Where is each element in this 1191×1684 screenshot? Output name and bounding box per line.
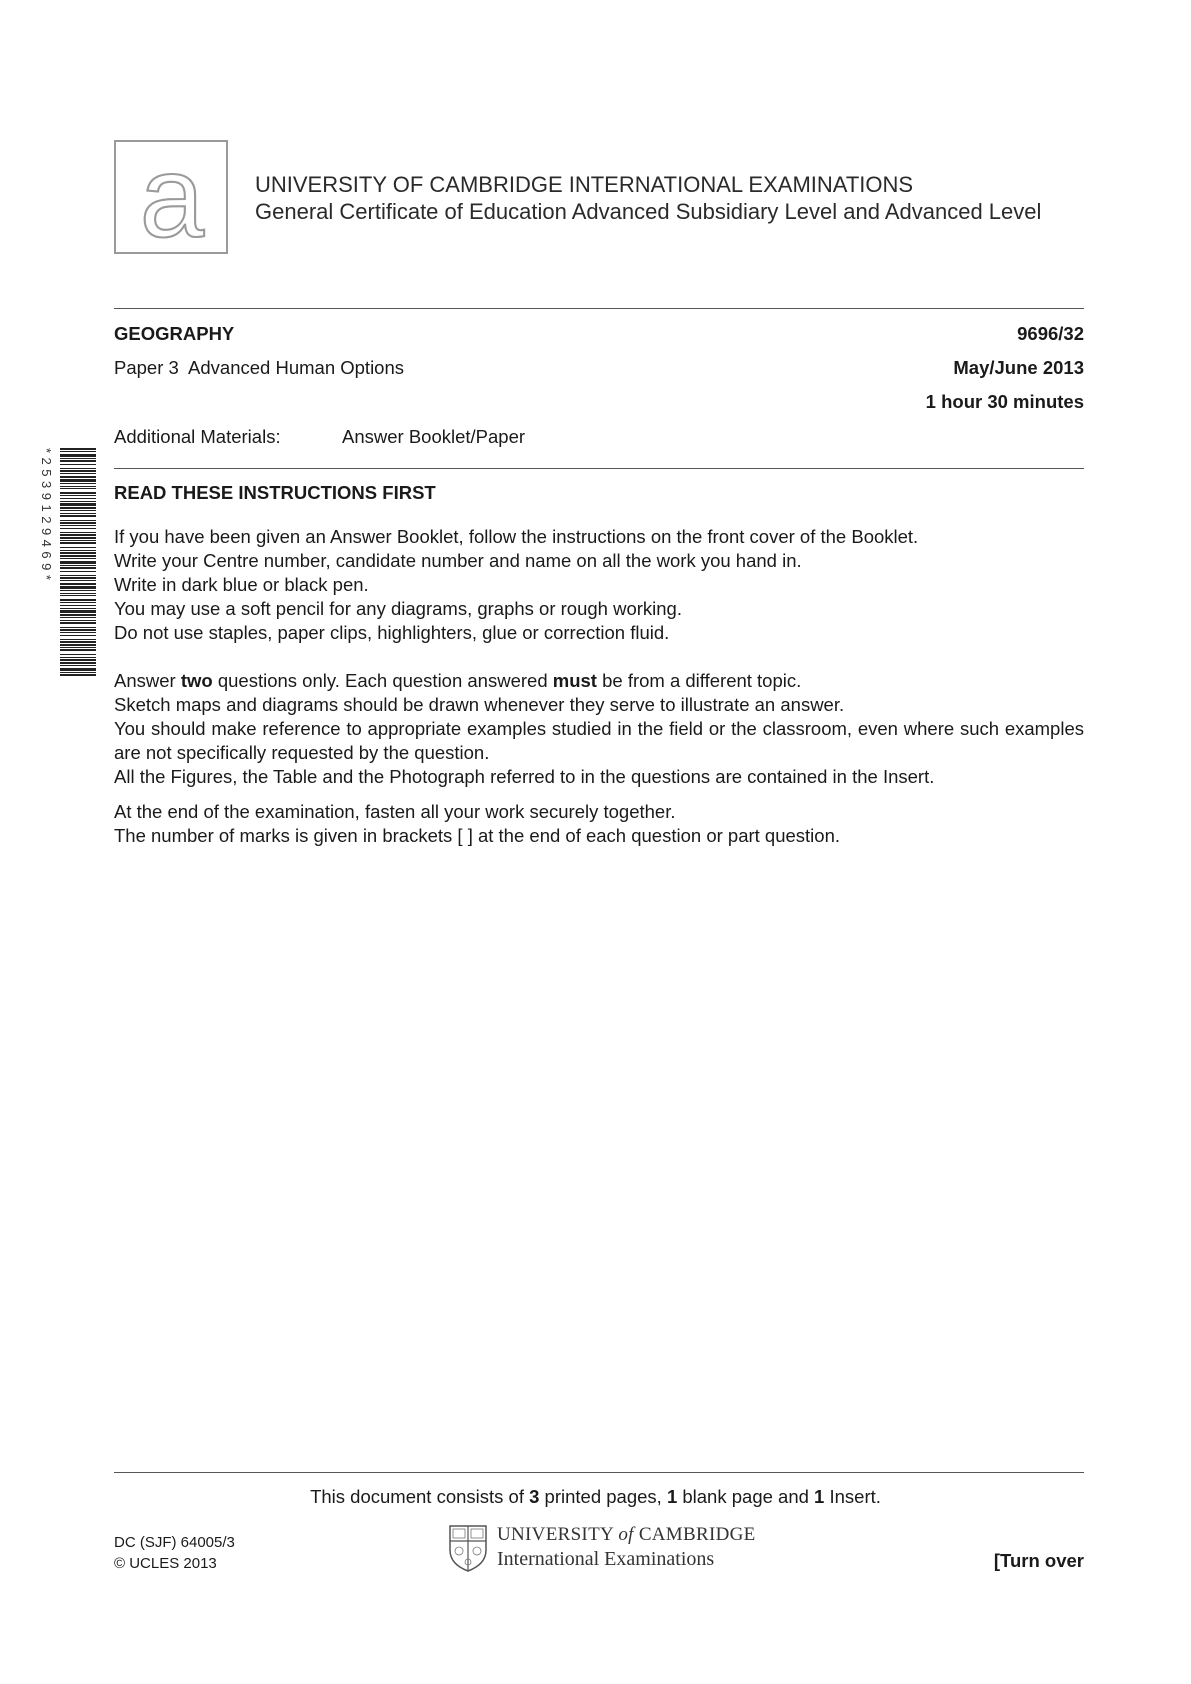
brand-line-2: International Examinations [497, 1548, 715, 1570]
document-page-count [0, 1486, 1191, 1508]
barcode-bar [60, 473, 96, 474]
barcode-graphic [40, 448, 98, 678]
barcode-bar [60, 488, 96, 489]
barcode-bar [60, 486, 96, 487]
barcode-bar [60, 522, 96, 524]
instruction-line: The number of marks is given in brackets [ ] at the end of each question or part question. [114, 825, 841, 846]
barcode-bar [60, 515, 96, 517]
insert-count: 1 [814, 1486, 825, 1507]
instructions-heading: READ THESE INSTRUCTIONS FIRST [114, 482, 436, 503]
barcode-bar [60, 668, 96, 671]
barcode-bar [60, 608, 96, 609]
barcode-bar [60, 451, 96, 452]
copyright: © UCLES 2013 [114, 1555, 217, 1572]
barcode-bar [60, 627, 96, 628]
instruction-line [114, 669, 1084, 693]
barcode-bar [60, 448, 96, 450]
barcode-bar [60, 468, 96, 469]
barcode-bar [60, 599, 96, 601]
barcode-bar [60, 460, 96, 462]
text-span: Answer [114, 670, 181, 691]
barcode-bar [60, 561, 96, 564]
barcode-bar [60, 672, 96, 673]
barcode-bar [60, 520, 96, 521]
barcode-bar [60, 479, 96, 482]
barcode-bar [60, 532, 96, 533]
emphasis-must: must [552, 670, 597, 691]
barcode-bar [60, 620, 96, 621]
barcode-bar [60, 662, 96, 664]
instruction-line: Write in dark blue or black pen. [114, 574, 369, 595]
barcode-bar [60, 665, 96, 666]
text-span: CAMBRIDGE [638, 1524, 756, 1545]
barcode-bar [60, 454, 96, 457]
paper-code: 9696/32 [1017, 323, 1084, 344]
barcode-bar [60, 583, 96, 585]
barcode-bar [60, 657, 96, 658]
barcode-bar [60, 632, 96, 633]
barcode-bar [60, 659, 96, 661]
barcode-bar [60, 647, 96, 648]
text-span: This document consists of [310, 1486, 530, 1507]
barcode-bar [60, 495, 96, 496]
barcode-bar [60, 577, 96, 579]
barcode-bar [60, 622, 96, 624]
barcode-bar [60, 602, 96, 603]
barcode-bar [60, 476, 96, 478]
text-span: blank page and [677, 1486, 815, 1507]
text-span: questions only. Each question answered [212, 670, 553, 691]
barcode-bar [60, 470, 96, 472]
divider-top [114, 308, 1084, 309]
emphasis-two: two [180, 670, 213, 691]
barcode-bar [60, 558, 96, 559]
barcode-bar [60, 464, 96, 465]
barcode-bar [60, 537, 96, 539]
barcode-bar [60, 552, 96, 554]
barcode-bar [60, 580, 96, 581]
barcode-bar [60, 542, 96, 544]
brand-line-1 [497, 1524, 756, 1546]
barcode-bar [60, 635, 96, 636]
printed-pages-count: 3 [529, 1486, 540, 1507]
barcode-bar [60, 492, 96, 494]
materials-value: Answer Booklet/Paper [342, 426, 526, 447]
barcode-bar [60, 649, 96, 651]
logo-letter-a-icon [116, 142, 226, 252]
barcode-bar [60, 595, 96, 596]
instruction-line: If you have been given an Answer Booklet, follow the instructions on the front cover of the Booklet. [114, 526, 919, 547]
instruction-line: You should make reference to appropriate examples studied in the field or the classroom, even where such examples are not specifically requested by the question. [114, 718, 1084, 763]
barcode-bar [60, 547, 96, 548]
text-span: printed pages, [539, 1486, 667, 1507]
text-span: of [618, 1524, 634, 1545]
barcode-bar [60, 534, 96, 536]
barcode-bar [60, 503, 96, 506]
barcode-bar [60, 605, 96, 606]
barcode-bar [60, 575, 96, 576]
barcode-bar [60, 590, 96, 591]
barcode-bar [60, 555, 96, 557]
barcode-bar [60, 540, 96, 541]
instruction-line: At the end of the examination, fasten all your work securely together. [114, 801, 676, 822]
text-span: Insert. [824, 1486, 881, 1507]
instruction-line: Write your Centre number, candidate number and name on all the work you hand in. [114, 550, 802, 571]
barcode-bar [60, 639, 96, 640]
instruction-line: Do not use staples, paper clips, highlighters, glue or correction fluid. [114, 622, 670, 643]
barcode-bar [60, 483, 96, 484]
barcode-bar [60, 617, 96, 618]
barcode-bar [60, 654, 96, 655]
barcode-bar [60, 674, 96, 676]
instruction-line: All the Figures, the Table and the Photograph referred to in the questions are contained in the Insert. [114, 766, 935, 787]
exam-duration: 1 hour 30 minutes [925, 391, 1084, 412]
barcode-bar [60, 586, 96, 589]
qualification-name: General Certificate of Education Advanced Subsidiary Level and Advanced Level [255, 199, 1042, 224]
text-span: UNIVERSITY [497, 1524, 614, 1545]
footer-reference [114, 1532, 235, 1574]
paper-name: Paper 3 Advanced Human Options [114, 357, 405, 378]
cambridge-crest-icon [448, 1524, 488, 1572]
barcode-bar [60, 501, 96, 502]
organisation-name: UNIVERSITY OF CAMBRIDGE INTERNATIONAL EXAMINATIONS [255, 172, 914, 197]
barcode-bar [60, 498, 96, 499]
barcode-bar [60, 644, 96, 646]
barcode-bar [60, 614, 96, 616]
barcode-bar [60, 525, 96, 526]
subject-title: GEOGRAPHY [114, 323, 235, 344]
barcode-bar [60, 567, 96, 569]
cie-logo [114, 140, 228, 254]
barcode-bar [60, 593, 96, 594]
materials-label: Additional Materials: [114, 426, 281, 447]
instructions-group-2 [114, 669, 1084, 789]
text-span: be from a different topic. [596, 670, 802, 691]
barcode-bar [60, 507, 96, 509]
barcode-bar [60, 641, 96, 643]
instructions-group-1 [114, 525, 1084, 645]
barcode-bar [60, 510, 96, 511]
exam-session: May/June 2013 [953, 357, 1084, 378]
instruction-line: Sketch maps and diagrams should be drawn whenever they serve to illustrate an answer. [114, 694, 845, 715]
barcode-number: *2539129469* [40, 448, 54, 585]
barcode-bar [60, 565, 96, 566]
barcode-bars [60, 448, 96, 676]
barcode [40, 448, 98, 678]
barcode-bar [60, 629, 96, 631]
barcode-bar [60, 513, 96, 514]
turn-over-label: [Turn over [993, 1550, 1084, 1571]
barcode-bar [60, 550, 96, 551]
logo-letter: a [139, 142, 205, 252]
instruction-line: You may use a soft pencil for any diagrams, graphs or rough working. [114, 598, 682, 619]
divider-middle [114, 468, 1084, 469]
barcode-bar [60, 610, 96, 613]
barcode-bar [60, 458, 96, 459]
barcode-bar [60, 528, 96, 529]
divider-bottom [114, 1472, 1084, 1473]
instructions-group-3 [114, 800, 1084, 848]
document-reference: DC (SJF) 64005/3 [114, 1534, 235, 1551]
blank-pages-count: 1 [666, 1486, 678, 1507]
barcode-bar [60, 571, 96, 572]
